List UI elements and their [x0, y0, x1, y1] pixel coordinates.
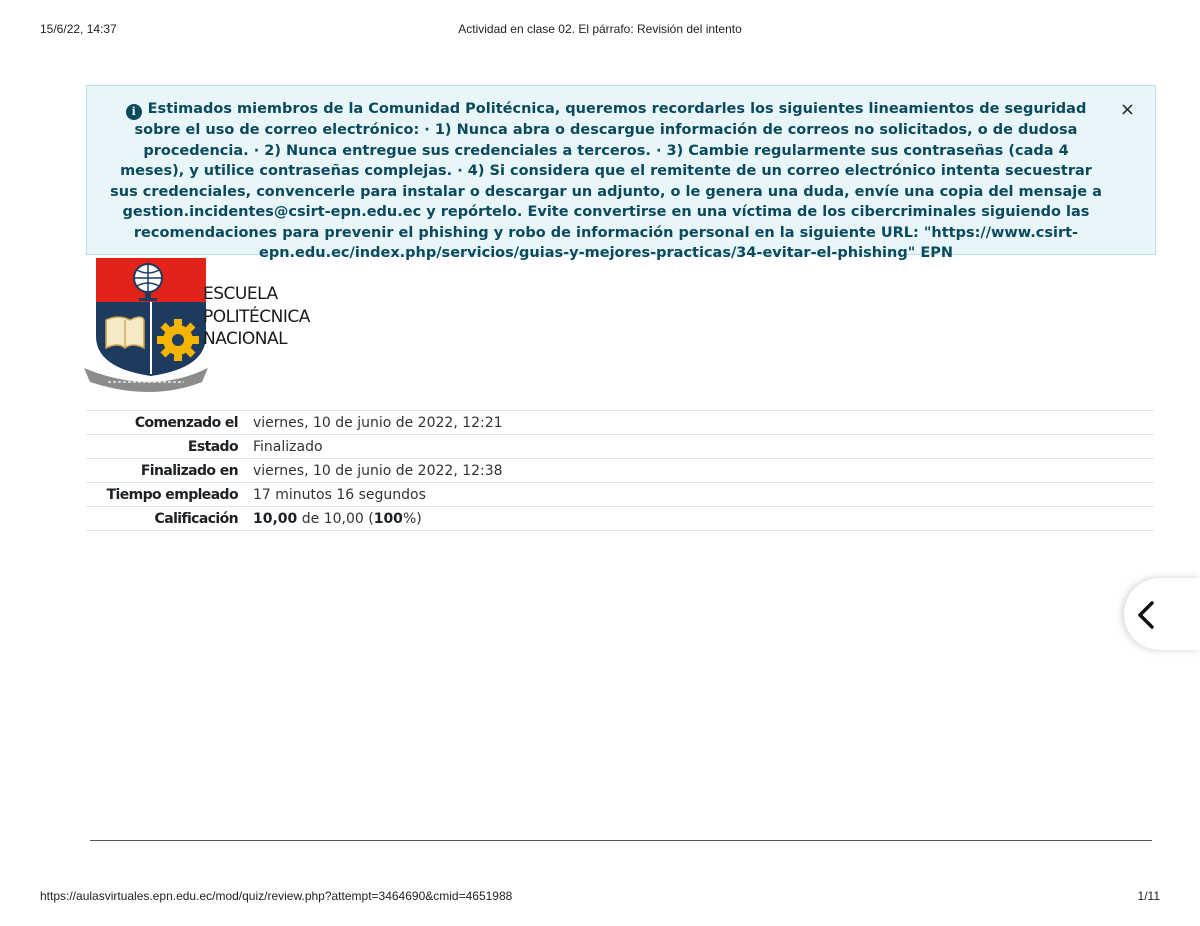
- info-icon: i: [126, 104, 142, 120]
- logo-line-3: NACIONAL: [203, 329, 288, 349]
- summary-label: Calificación: [154, 510, 238, 527]
- summary-value: viernes, 10 de junio de 2022, 12:38: [253, 462, 503, 479]
- summary-label: Finalizado en: [140, 462, 238, 479]
- chevron-left-icon: [1134, 600, 1160, 630]
- page-counter: 1/11: [1137, 889, 1160, 903]
- summary-row-state: [86, 435, 1154, 459]
- logo-line-2: POLITÉCNICA: [203, 306, 310, 327]
- print-title: Actividad en clase 02. El párrafo: Revisión del intento: [458, 22, 742, 36]
- close-icon[interactable]: ×: [1119, 99, 1135, 120]
- attempt-summary-table: [86, 410, 1154, 531]
- logo-wordmark: [203, 283, 310, 351]
- summary-value: viernes, 10 de junio de 2022, 12:21: [253, 414, 503, 431]
- grade-score: 10,00: [253, 510, 298, 527]
- summary-row-finished: [86, 459, 1154, 483]
- summary-label: Estado: [187, 438, 238, 455]
- summary-row-grade: [86, 507, 1154, 531]
- grade-percent: 100: [373, 510, 403, 527]
- summary-label: Tiempo empleado: [106, 486, 238, 503]
- alert-text: Estimados miembros de la Comunidad Politécnica, queremos recordarles los siguientes lineamientos de seguridad sobre el uso de correo electrónico: · 1) Nunca abra o descargue información de correos no solicitados, o de dudosa procedencia. · 2) Nunca entregue sus credenciales a terceros. · 3) Cambie regularmente sus contraseñas (cada 4 meses), y utilice contraseñas complejas. · 4) Si considera que el remitente de un correo electrónico intenta secuestrar sus credenciales, convencerle para instalar o descargar un adjunto, o le genera una duda, envíe una copia del mensaje a gestion.incidentes@csirt-epn.edu.ec y repórtelo. Evite convertirse en una víctima de los cibercriminales siguiendo las recomendaciones para prevenir el phishing y robo de información personal en la siguiente URL: "https://www.csirt-epn.edu.ec/index.php/servicios/guias-y-mejores-practicas/34-evitar-el-phishing" EPN: [110, 101, 1102, 261]
- print-url: https://aulasvirtuales.epn.edu.ec/mod/quiz/review.php?attempt=3464690&cmid=4651988: [40, 889, 513, 903]
- security-alert: [86, 85, 1156, 261]
- drawer-toggle-button[interactable]: [1124, 578, 1200, 650]
- grade-percent-suffix: %): [402, 510, 422, 527]
- summary-row-time-taken: [86, 483, 1154, 507]
- summary-row-started: [86, 411, 1154, 435]
- summary-value: Finalizado: [253, 438, 323, 455]
- grade-out-of: de 10,00 (: [297, 510, 374, 527]
- logo-line-1: ESCUELA: [203, 284, 278, 304]
- summary-value: 17 minutos 16 segundos: [253, 486, 426, 503]
- summary-label: Comenzado el: [134, 414, 238, 431]
- footer-divider: [90, 840, 1152, 841]
- print-datetime: 15/6/22, 14:37: [40, 22, 117, 36]
- gear-icon: [157, 319, 199, 361]
- book-icon: [106, 317, 144, 348]
- grade-value: [253, 507, 1154, 531]
